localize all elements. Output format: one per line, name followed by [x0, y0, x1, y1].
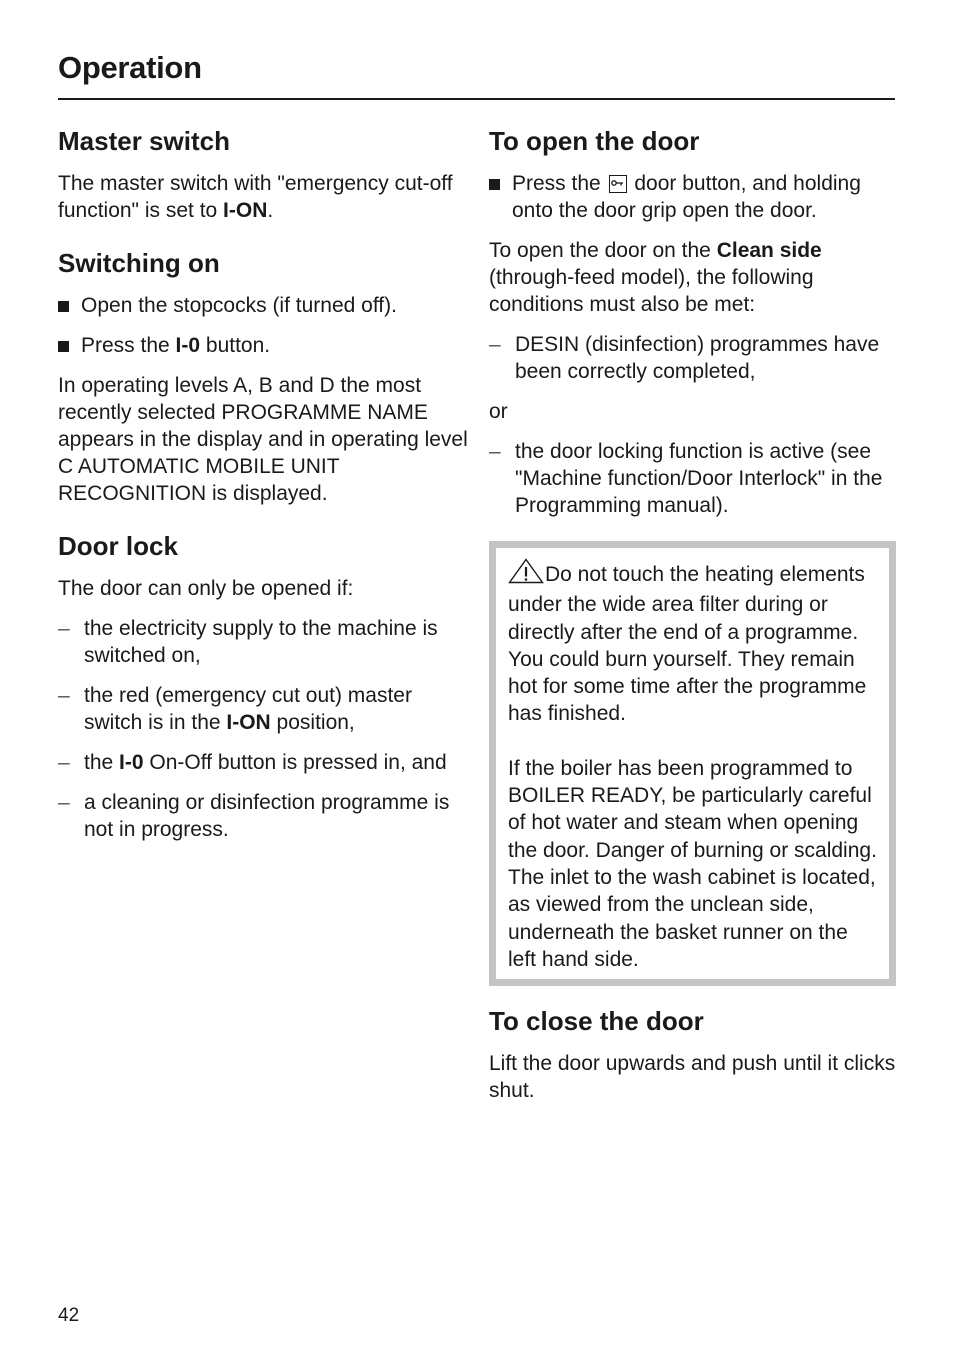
close-door-section: [489, 1004, 896, 1104]
or-text: or: [489, 400, 508, 423]
list-item: – a cleaning or disinfection programme is not in progress.: [58, 789, 468, 843]
warning-paragraph-2: If the boiler has been programmed to BOILER READY, be particularly careful of hot water and steam when opening the door. Danger of burning or scalding. The inlet to the wash cabinet is located, as viewed from the unclean side, underneath the basket runner on the left hand side.: [508, 756, 877, 971]
open-door-conditions: [489, 331, 896, 385]
page-title: Operation: [58, 50, 202, 85]
list-item: – the red (emergency cut out) master switch is in the I-ON position,: [58, 682, 468, 736]
close-door-text: Lift the door upwards and push until it clicks shut.: [489, 1052, 896, 1103]
warning-paragraph-1: Do not touch the heating elements under the wide area filter during or directly after the end of a programme. You could burn yourself. They remain hot for some time after the programme has finished.: [508, 558, 877, 728]
open-door-section: [489, 124, 896, 519]
switching-on-steps: [58, 292, 468, 359]
list-item: Press the I-0 button.: [58, 332, 468, 359]
door-lock-conditions: [58, 615, 468, 843]
list-item: – DESIN (disinfection) programmes have been correctly completed,: [489, 331, 896, 385]
warning-triangle-icon: [508, 558, 544, 591]
warning-box: [489, 541, 896, 986]
door-lock-intro: The door can only be opened if:: [58, 577, 354, 600]
switching-on-paragraph: In operating levels A, B and D the most recently selected PROGRAMME NAME appears in the display and in operating level C AUTOMATIC MOBILE UNIT RECOGNITION is displayed.: [58, 374, 468, 505]
list-item: – the electricity supply to the machine is switched on,: [58, 615, 468, 669]
list-item: Press the door button, and holding onto the door grip open the door.: [489, 170, 896, 224]
door-lock-heading: Door lock: [58, 531, 178, 561]
open-door-steps: [489, 170, 896, 224]
switching-on-heading: Switching on: [58, 248, 220, 278]
left-column: [58, 124, 468, 865]
master-switch-heading: Master switch: [58, 126, 230, 156]
page-number: 42: [58, 1305, 80, 1326]
switching-on-section: [58, 246, 468, 507]
clean-side-paragraph: To open the door on the Clean side (through-feed model), the following conditions must also be met:: [489, 239, 822, 316]
right-column: [489, 124, 896, 1126]
list-item: – the door locking function is active (see "Machine function/Door Interlock" in the Programming manual).: [489, 438, 896, 519]
master-switch-text: The master switch with "emergency cut-off function" is set to I-ON.: [58, 172, 453, 222]
list-item: – the I-0 On-Off button is pressed in, and: [58, 749, 468, 776]
open-door-heading: To open the door: [489, 126, 700, 156]
title-rule: [58, 98, 895, 100]
close-door-heading: To close the door: [489, 1006, 704, 1037]
master-switch-section: [58, 124, 468, 224]
door-lock-section: [58, 529, 468, 843]
door-key-icon: [609, 175, 627, 193]
list-item: Open the stopcocks (if turned off).: [58, 292, 468, 319]
open-door-conditions-2: [489, 438, 896, 519]
